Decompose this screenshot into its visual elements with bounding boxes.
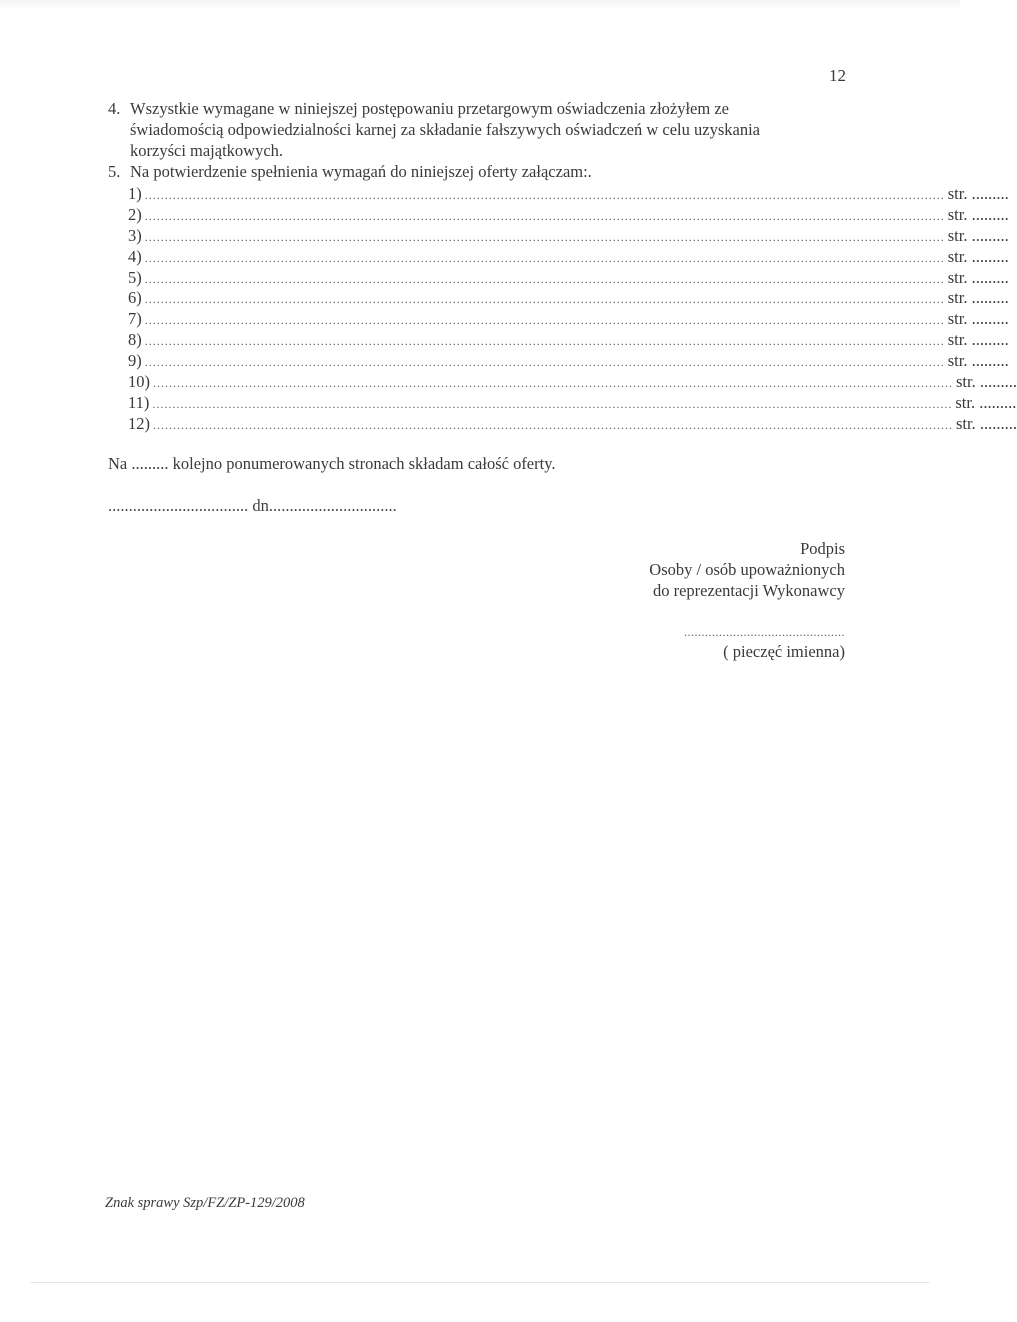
page-blank: .........	[979, 392, 1017, 412]
page-field	[948, 309, 1009, 329]
page-field	[948, 351, 1009, 371]
attachment-row	[128, 309, 1009, 330]
attachment-blank: ........................................................................................................................................................................................................	[144, 271, 945, 286]
page-number: 12	[829, 66, 846, 85]
page-label: str.	[947, 267, 968, 287]
page-blank: .........	[971, 246, 1009, 266]
attachment-row	[128, 372, 1017, 393]
declaration-line-1: 4. Wszystkie wymagane w niniejszej postępowaniu przetargowym oświadczenia złożyłem ze	[108, 99, 729, 118]
attachment-row	[128, 330, 1009, 351]
attachment-blank: ........................................................................................................................................................................................................	[153, 376, 953, 391]
item-number: 4.	[108, 99, 121, 118]
attachment-number: 3)	[128, 225, 142, 245]
attachment-number: 9)	[128, 351, 142, 371]
attachment-row	[128, 267, 1009, 289]
stamp-caption: ( pieczęć imienna)	[723, 642, 845, 661]
page-field	[956, 414, 1017, 434]
scan-edge	[0, 0, 960, 10]
attachment-number: 8)	[128, 330, 142, 350]
page-blank: .........	[971, 204, 1009, 224]
place-date-line	[108, 496, 397, 516]
dn-label: dn.	[252, 496, 273, 515]
attachment-row	[128, 184, 1009, 205]
page-field	[948, 247, 1009, 267]
page-label: str.	[956, 372, 976, 392]
page-label: str.	[947, 246, 968, 266]
page-blank: .........	[971, 288, 1009, 308]
date-blank: ..............................	[273, 496, 397, 515]
attachment-number: 5)	[128, 267, 142, 287]
attachments-intro: 5. Na potwierdzenie spełnienia wymagań do niniejszej oferty załączam:.	[108, 162, 592, 181]
attachments-list	[128, 184, 1017, 435]
page-field	[948, 330, 1009, 350]
declaration-line-2: świadomością odpowiedzialności karnej za składanie fałszywych oświadczeń w celu uzyskania	[130, 120, 760, 139]
page-field	[948, 184, 1009, 204]
page-count-blank: .........	[131, 454, 169, 473]
page-label: str.	[947, 225, 968, 245]
attachment-number: 4)	[128, 246, 142, 266]
attachment-number: 11)	[128, 392, 150, 412]
signature-block	[649, 538, 845, 601]
attachment-blank: ........................................................................................................................................................................................................	[144, 208, 945, 223]
page-blank: .........	[979, 372, 1017, 392]
attachment-blank: ........................................................................................................................................................................................................	[153, 417, 953, 432]
attachment-blank: ........................................................................................................................................................................................................	[144, 250, 945, 265]
attachment-row	[128, 246, 1009, 268]
stamp-blank: ..............................................	[684, 625, 845, 639]
page-blank: .........	[971, 309, 1009, 329]
item-number: 5.	[108, 162, 121, 181]
attachment-number: 7)	[128, 309, 142, 329]
attachment-row	[128, 392, 1017, 414]
attachment-blank: ........................................................................................................................................................................................................	[152, 396, 953, 411]
page-label: str.	[956, 413, 976, 433]
page-blank: .........	[971, 330, 1009, 350]
attachment-row	[128, 204, 1009, 226]
signature-title: Podpis	[800, 539, 845, 558]
attachment-number: 1)	[128, 184, 142, 203]
place-blank: ..................................	[108, 496, 249, 515]
attachment-blank: ........................................................................................................................................................................................................	[144, 188, 945, 202]
declaration-line-3: korzyści majątkowych.	[130, 141, 284, 160]
page-field	[948, 288, 1009, 308]
stamp-block	[684, 622, 845, 662]
page-blank: .........	[971, 267, 1009, 287]
attachment-number: 10)	[128, 372, 150, 392]
page-field	[956, 372, 1017, 392]
pages-summary: Na ......... kolejno ponumerowanych stronach składam całość oferty.	[108, 454, 556, 473]
attachment-row	[128, 351, 1009, 372]
attachment-blank: ........................................................................................................................................................................................................	[144, 313, 945, 328]
declaration-paragraph	[108, 98, 848, 161]
signature-line-2: Osoby / osób upoważnionych	[649, 560, 845, 579]
page-label: str.	[947, 204, 968, 224]
page-field	[955, 393, 1016, 413]
page-label: str.	[947, 330, 968, 350]
page-field	[948, 268, 1009, 288]
page-label: str.	[947, 309, 968, 329]
attachment-blank: ........................................................................................................................................................................................................	[144, 355, 945, 370]
attachment-blank: ........................................................................................................................................................................................................	[144, 292, 945, 307]
page-blank: .........	[979, 413, 1017, 433]
attachment-row	[128, 225, 1009, 247]
attachment-row	[128, 288, 1009, 309]
attachment-number: 12)	[128, 413, 150, 433]
attachment-number: 2)	[128, 204, 142, 224]
page-blank: .........	[971, 225, 1009, 245]
page-field	[948, 205, 1009, 225]
page-label: str.	[947, 184, 968, 203]
page-field	[948, 226, 1009, 246]
attachment-blank: ........................................................................................................................................................................................................	[144, 334, 945, 349]
case-reference: Znak sprawy Szp/FZ/ZP-129/2008	[105, 1195, 305, 1211]
page-label: str.	[947, 288, 968, 308]
page-blank: .........	[971, 184, 1009, 203]
scan-edge	[30, 1282, 930, 1283]
page-label: str.	[947, 351, 968, 371]
signature-line-3: do reprezentacji Wykonawcy	[652, 581, 845, 600]
page-blank: .........	[971, 351, 1009, 371]
attachment-number: 6)	[128, 288, 142, 308]
page-label: str.	[955, 392, 976, 412]
attachment-row	[128, 413, 1017, 435]
attachment-blank: ........................................................................................................................................................................................................	[144, 229, 945, 244]
